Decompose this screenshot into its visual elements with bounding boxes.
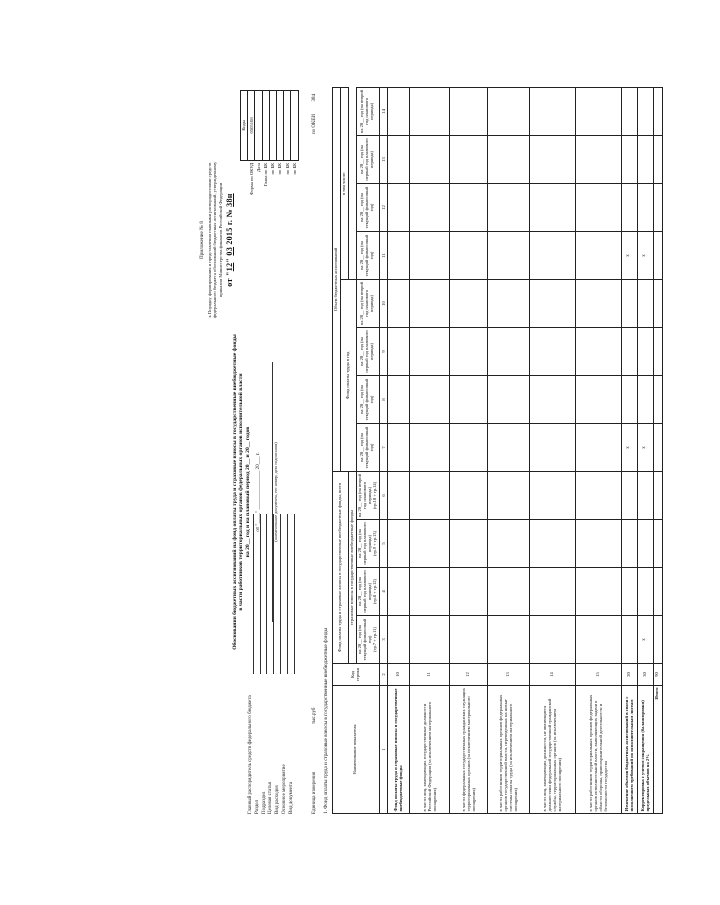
form-title-line-2: в части работников территориальных органов федеральных органов исполнительной власти: [238, 373, 245, 611]
row-cell: [409, 520, 449, 568]
row-cell: [621, 183, 637, 231]
meta-field: Главный распорядитель средств федерального бюджета: [248, 514, 255, 814]
code-value: [291, 91, 298, 161]
header-code: Код строки: [333, 664, 380, 686]
row-cell: [621, 520, 637, 568]
total-label: Итого: [653, 686, 662, 814]
row-cell: х: [637, 231, 653, 279]
row-cell: [387, 423, 409, 471]
annex-header: [200, 90, 234, 390]
row-cell: [487, 231, 529, 279]
row-cell: [387, 616, 409, 664]
row-cell: [409, 327, 449, 375]
row-cell: [387, 520, 409, 568]
total-cell: [653, 375, 662, 423]
row-cell: [487, 471, 529, 519]
code-value: [284, 91, 291, 161]
row-cell: [449, 471, 487, 519]
row-cell: [449, 183, 487, 231]
row-cell: [529, 327, 575, 375]
row-cell: [637, 375, 653, 423]
row-cell: [449, 423, 487, 471]
code-value: [255, 91, 262, 161]
row-cell: [487, 327, 529, 375]
row-cell: [449, 327, 487, 375]
row-cell: [387, 471, 409, 519]
annex-line-3: приказом Министерства финансов Российской Федерации: [217, 182, 223, 298]
row-cell: [449, 279, 487, 327]
form-title-line-3: на 20__ год и на плановый период 20__ и 20__ годов: [244, 426, 251, 558]
row-cell: [409, 279, 449, 327]
total-cell: [653, 231, 662, 279]
row-cell: [529, 568, 575, 616]
row-indicator: в части федеральных государственных гражданских служащих территориальных органов (за исключением материального поощрения): [449, 686, 487, 814]
code-label: по БК: [277, 162, 283, 175]
okei-label: по ОКЕИ: [312, 114, 317, 135]
code-value: [276, 91, 283, 161]
row-cell: х: [621, 231, 637, 279]
annex-day: 12: [224, 262, 234, 272]
annex-order-line: от "12" 03 2015 г. № 38н: [224, 193, 234, 287]
row-cell: [575, 231, 621, 279]
row-code: 11: [409, 664, 449, 686]
row-cell: [487, 375, 529, 423]
table-row: [449, 87, 487, 813]
row-indicator: в части работников территориальных органов федеральных органов государственной власти, переведенных на новые системы оплаты труда (за исключением материального поощрения): [487, 686, 529, 814]
annex-line-1: к Порядку формирования и представления главными распорядителями средств: [206, 162, 212, 318]
header-col-12: на 20__ год (на текущий финансовый год): [356, 183, 379, 231]
meta-field: Основное мероприятие: [282, 514, 289, 814]
row-cell: [387, 568, 409, 616]
annex-order-number: 38н: [224, 193, 234, 207]
code-label: по БК: [284, 162, 290, 175]
meta-field: Целевая статья: [268, 514, 275, 814]
row-cell: [449, 375, 487, 423]
row-cell: [529, 87, 575, 135]
meta-field: Вид расходов: [275, 514, 282, 814]
row-cell: [575, 327, 621, 375]
row-cell: [575, 279, 621, 327]
total-row: [653, 87, 662, 813]
row-indicator: в части работников территориальных органов федеральных органов исполнительной власти, выполняющих задачи в области обороны, правоохранительной деятельности и безопасности государства: [575, 686, 621, 814]
row-cell: [621, 375, 637, 423]
total-cell: [653, 568, 662, 616]
header-col-11: на 20__ год (на текущий финансовый год): [356, 231, 379, 279]
row-cell: х: [621, 423, 637, 471]
row-cell: [529, 279, 575, 327]
total-cell: [653, 327, 662, 375]
header-indicator: Наименование показателя: [333, 686, 380, 814]
row-cell: [529, 135, 575, 183]
row-cell: [637, 327, 653, 375]
header-col-7: на 20__ год (на текущий финансовый год): [356, 423, 379, 471]
row-cell: [529, 231, 575, 279]
code-label: по БК: [291, 162, 297, 175]
row-cell: [409, 183, 449, 231]
row-cell: [529, 616, 575, 664]
row-cell: [575, 183, 621, 231]
row-indicator: Фонд оплаты труда и страховые взносы в государственные внебюджетные фонды: [387, 686, 409, 814]
total-cell: [653, 135, 662, 183]
code-value: [269, 91, 276, 161]
header-col-10: на 20__ год (на второй год планового периода): [356, 279, 379, 327]
document-date-line: от "____" _______________ 20___ г.: [255, 452, 261, 532]
section-title: 1. Фонд оплаты труда и страховые взносы в государственные внебюджетные фонды: [323, 628, 329, 814]
code-value: 0505108: [248, 91, 255, 161]
header-fot: Фонд оплаты труда в год: [340, 279, 356, 471]
header-insurance: страховые взносы в государственные внебюджетные фонды: [348, 471, 356, 663]
row-cell: [575, 471, 621, 519]
row-cell: [409, 375, 449, 423]
row-cell: [387, 279, 409, 327]
row-cell: [387, 327, 409, 375]
okei-line: [312, 94, 318, 134]
row-cell: [387, 135, 409, 183]
row-cell: [387, 183, 409, 231]
row-cell: [529, 471, 575, 519]
row-cell: [487, 423, 529, 471]
row-cell: [387, 231, 409, 279]
annex-line-2: федерального бюджета обоснований бюджетных ассигнований, утвержденному: [212, 161, 218, 319]
header-col-8: на 20__ год (на текущий финансовый год): [356, 375, 379, 423]
codes-header: Коды: [241, 91, 248, 161]
total-cell: [653, 471, 662, 519]
row-indicator: Корректировка с учетом сокращения (балансировки) предельных объемов на 2%: [637, 686, 653, 814]
row-cell: х: [637, 423, 653, 471]
row-cell: [409, 471, 449, 519]
row-cell: [529, 375, 575, 423]
code-label: Дата: [255, 162, 261, 172]
row-cell: [575, 520, 621, 568]
row-cell: [637, 568, 653, 616]
document-caption: (наименование документа, его номер, дата подписания): [272, 362, 279, 622]
row-cell: [449, 616, 487, 664]
header-col-9: на 20__ год (на первый год планового периода): [356, 327, 379, 375]
header-col-13: на 20__ год (на первый год планового периода): [356, 135, 379, 183]
row-cell: [621, 471, 637, 519]
header-col-14: на 20__ год (на второй год планового периода): [356, 87, 379, 135]
row-cell: [487, 183, 529, 231]
row-cell: [409, 423, 449, 471]
row-cell: [637, 279, 653, 327]
meta-field: Подраздел: [262, 514, 269, 814]
row-cell: [637, 135, 653, 183]
table-row: [487, 87, 529, 813]
annex-year: 2015 г. №: [224, 209, 234, 245]
row-code: 30: [637, 664, 653, 686]
rotated-form-page: [200, 72, 720, 832]
table-row: [409, 87, 449, 813]
total-cell: [653, 423, 662, 471]
total-cell: [653, 183, 662, 231]
row-cell: [487, 616, 529, 664]
okei-value: 384: [312, 94, 317, 102]
unit-label: Единица измерения: [312, 771, 317, 814]
table-row: [575, 87, 621, 813]
row-cell: х: [637, 616, 653, 664]
row-cell: [575, 375, 621, 423]
row-code: 13: [487, 664, 529, 686]
row-cell: [487, 279, 529, 327]
row-cell: [487, 520, 529, 568]
row-cell: [449, 87, 487, 135]
row-cell: [387, 87, 409, 135]
row-cell: [621, 616, 637, 664]
row-code: 20: [621, 664, 637, 686]
row-cell: [575, 423, 621, 471]
column-numbers-row: 1 2 3 4 5 6 7 8 9 10 11 12 13 14: [379, 87, 387, 813]
row-cell: [409, 231, 449, 279]
row-indicator: в части лиц, замещающих государственные должности Российской Федерации (за исключением материального поощрения): [409, 686, 449, 814]
row-cell: [637, 183, 653, 231]
row-indicator: в части лиц, замещающих должности, не являющиеся должностями федеральной государственной гражданской службы, территориальных органов (за исключением материального поощрения): [529, 686, 575, 814]
row-cell: [409, 135, 449, 183]
header-col-4: на 20__ год (на первый год планового периода) (гр.8 + гр.12): [356, 568, 379, 616]
total-cell: [653, 616, 662, 664]
row-cell: [409, 87, 449, 135]
table-row: [529, 87, 575, 813]
unit-value: тыс.руб: [312, 707, 317, 724]
meta-fields: [248, 514, 296, 814]
annex-month: 03: [224, 246, 234, 256]
header-fot-total: Фонд оплаты труда и страховые взносы в государственные внебюджетные фонды, всего: [333, 471, 349, 663]
row-cell: [575, 135, 621, 183]
header-col-6: на 20__ год (на второй год планового периода) (гр.10 + гр.14): [356, 471, 379, 519]
row-cell: [575, 87, 621, 135]
annex-number: Приложение № 8: [199, 221, 205, 259]
row-cell: [621, 279, 637, 327]
row-code: 14: [529, 664, 575, 686]
annex-date-prefix: от ": [224, 271, 234, 287]
row-cell: [575, 616, 621, 664]
code-value: [262, 91, 269, 161]
total-cell: [653, 520, 662, 568]
code-label: Глава по БК: [263, 162, 269, 187]
codes-block: [240, 90, 299, 270]
row-cell: [409, 568, 449, 616]
row-cell: [487, 568, 529, 616]
row-cell: [387, 375, 409, 423]
row-cell: [637, 471, 653, 519]
row-indicator: Изменение объемов бюджетных ассигнований в связи с исполнением требований по исполнительным листам: [621, 686, 637, 814]
total-cell: [653, 87, 662, 135]
table-row: [637, 87, 653, 813]
row-cell: [449, 231, 487, 279]
total-code: 90: [653, 664, 662, 686]
row-cell: [637, 520, 653, 568]
meta-field: Раздел: [255, 514, 262, 814]
row-cell: [529, 520, 575, 568]
row-cell: [621, 135, 637, 183]
table-row: [387, 87, 409, 813]
row-cell: [575, 568, 621, 616]
row-code: 12: [449, 664, 487, 686]
row-cell: [409, 616, 449, 664]
code-label: Форма по ОКУД: [248, 162, 254, 196]
meta-field: Вид документа: [289, 514, 296, 814]
row-cell: [449, 568, 487, 616]
row-cell: [449, 520, 487, 568]
header-including: в том числе:: [340, 87, 348, 279]
total-cell: [653, 279, 662, 327]
row-cell: [529, 183, 575, 231]
row-cell: [449, 135, 487, 183]
row-cell: [637, 87, 653, 135]
header-col-5: на 20__ год (на первый год планового периода) (гр.9 + гр.13): [356, 520, 379, 568]
row-code: 10: [387, 664, 409, 686]
row-cell: [621, 568, 637, 616]
row-code: 15: [575, 664, 621, 686]
form-title-line-1: Обоснования бюджетных ассигнований на фонд оплаты труда и страховые взносы в государственные внебюджетные фонды: [232, 334, 238, 650]
table-row: [621, 87, 637, 813]
header-col-3: на 20__ год (на текущий финансовый год) (гр.7 + гр.11): [356, 616, 379, 664]
code-label: по БК: [270, 162, 276, 175]
row-cell: [621, 327, 637, 375]
row-cell: [529, 423, 575, 471]
row-cell: [621, 87, 637, 135]
row-cell: [487, 87, 529, 135]
header-allocations: Объем бюджетных ассигнований: [333, 87, 341, 471]
budget-table: [332, 87, 663, 814]
row-cell: [487, 135, 529, 183]
